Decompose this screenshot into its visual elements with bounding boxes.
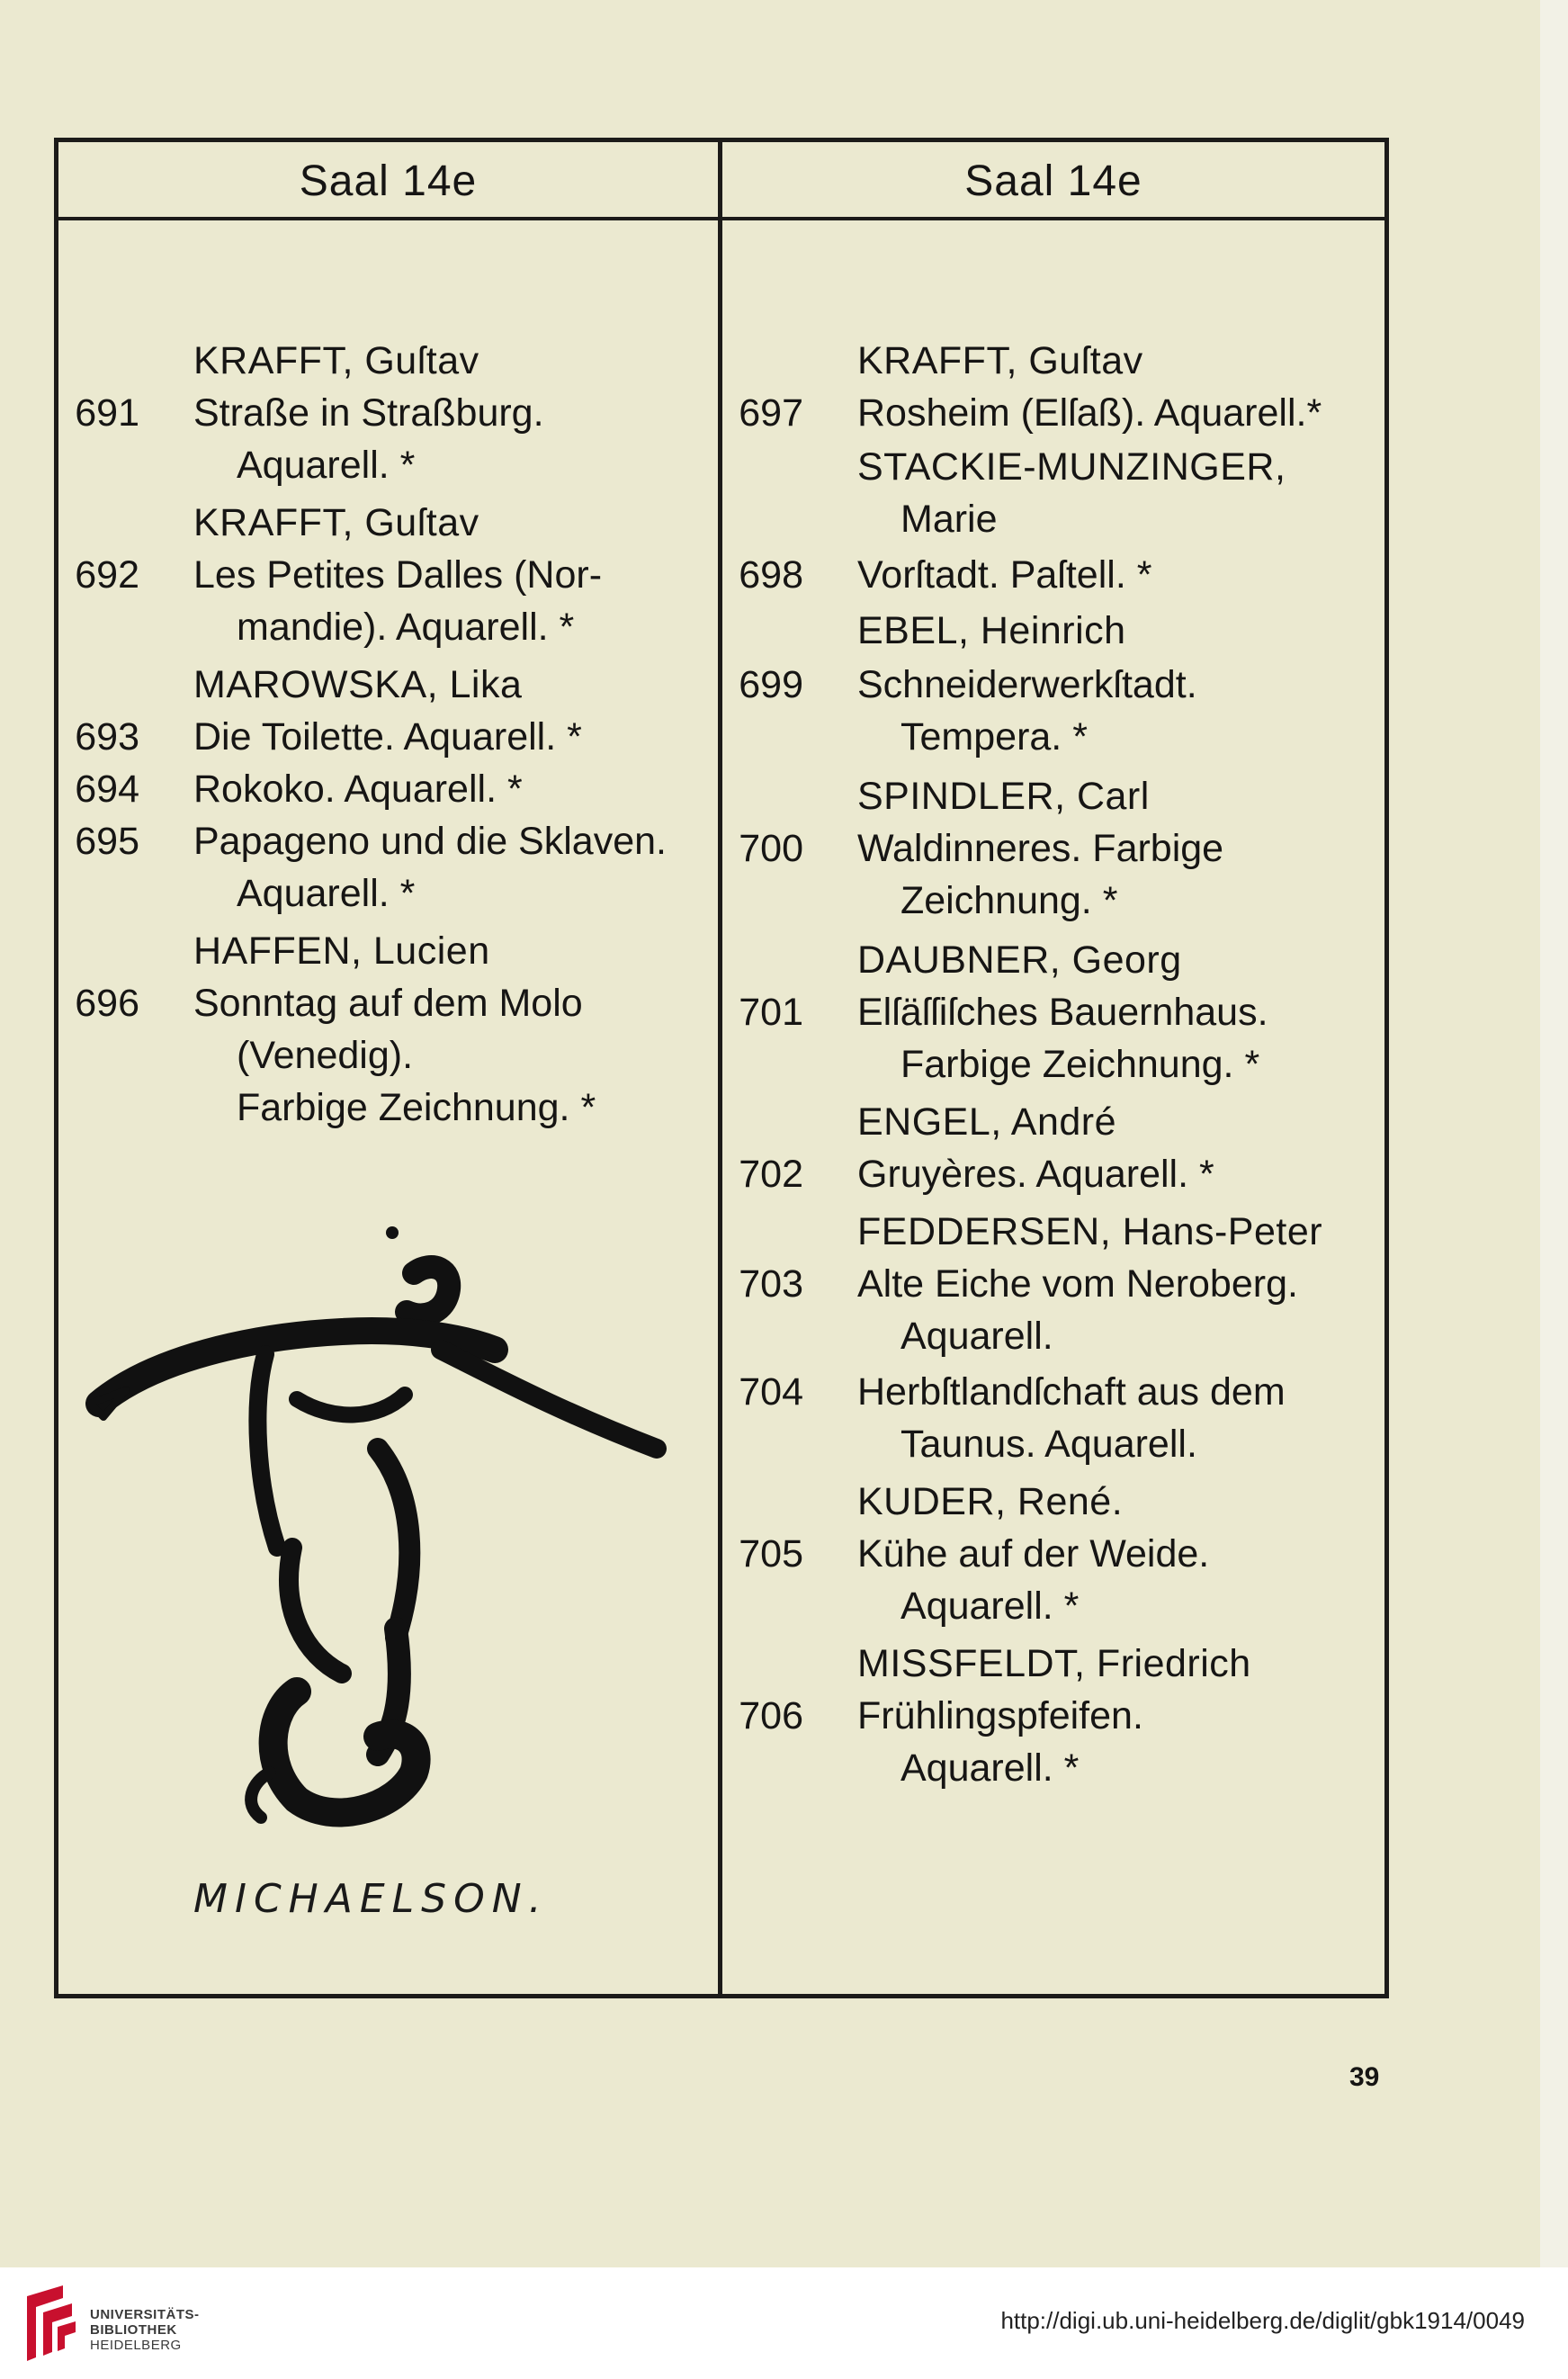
catalog-number: 694 (75, 768, 139, 811)
artwork-detail: Zeichnung. * (900, 879, 1118, 922)
artwork-detail: Aquarell. * (237, 872, 416, 915)
artwork-title: Die Toilette. Aquarell. * (193, 715, 582, 759)
catalog-number: 698 (739, 553, 803, 597)
artist-name: HAFFEN, Lucien (193, 929, 490, 973)
catalog-number: 692 (75, 553, 139, 597)
catalog-number: 705 (739, 1532, 803, 1576)
catalog-number: 704 (739, 1370, 803, 1414)
artist-name: KRAFFT, Guſtav (193, 339, 479, 382)
artist-name: ENGEL, André (857, 1100, 1117, 1144)
artwork-detail: Aquarell. * (900, 1746, 1080, 1790)
catalog-number: 702 (739, 1153, 803, 1196)
artwork-title: Rokoko. Aquarell. * (193, 768, 523, 811)
artwork-title: Elſäſſiſches Bauernhaus. (857, 991, 1268, 1034)
artwork-title: Gruyères. Aquarell. * (857, 1153, 1214, 1196)
artwork-title: Papageno und die Sklaven. (193, 820, 667, 863)
artwork-title: Herbſtlandſchaft aus dem (857, 1370, 1286, 1414)
artist-name: KUDER, René. (857, 1480, 1124, 1523)
artwork-title: Les Petites Dalles (Nor- (193, 553, 603, 597)
right-column (722, 142, 1384, 1994)
artist-name: STACKIE-MUNZINGER, (857, 445, 1286, 489)
catalog-number: 693 (75, 715, 139, 759)
catalog-number: 706 (739, 1694, 803, 1737)
catalog-number: 700 (739, 827, 803, 870)
artwork-title: Schneiderwerkſtadt. (857, 663, 1197, 706)
artwork-detail: Marie (900, 498, 998, 541)
left-column-header: Saal 14e (58, 142, 718, 220)
artist-name: MAROWSKA, Lika (193, 663, 523, 706)
artwork-title: Frühlingspfeifen. (857, 1694, 1143, 1737)
page-edge (1540, 0, 1568, 2267)
ink-figure-drawing (72, 1224, 702, 1935)
artwork-detail: Taunus. Aquarell. (900, 1423, 1197, 1466)
artist-signature: MICHAELSON. (193, 1876, 549, 1922)
artist-name: FEDDERSEN, Hans-Peter (857, 1210, 1323, 1253)
library-name-line: BIBLIOTHEK (90, 2322, 177, 2338)
artwork-title: Straße in Straßburg. (193, 391, 544, 435)
right-column-header: Saal 14e (722, 142, 1384, 220)
artwork-detail: Tempera. * (900, 715, 1088, 759)
artwork-title: Sonntag auf dem Molo (193, 982, 583, 1025)
library-name-line: UNIVERSITÄTS- (90, 2307, 200, 2322)
artwork-title: Kühe auf der Weide. (857, 1532, 1210, 1576)
catalog-number: 691 (75, 391, 139, 435)
library-logo-icon (16, 2280, 81, 2366)
page-number: 39 (1349, 2062, 1380, 2092)
artwork-title: Waldinneres. Farbige (857, 827, 1224, 870)
artwork-detail: Aquarell. * (237, 444, 416, 487)
artist-name: DAUBNER, Georg (857, 938, 1182, 982)
permalink-url[interactable]: http://digi.ub.uni-heidelberg.de/diglit/gbk1914/0049 (1000, 2307, 1525, 2334)
artist-name: SPINDLER, Carl (857, 775, 1150, 818)
artwork-detail: Farbige Zeichnung. * (237, 1086, 596, 1129)
catalog-number: 696 (75, 982, 139, 1025)
artist-name: KRAFFT, Guſtav (857, 339, 1143, 382)
artwork-title: Alte Eiche vom Neroberg. (857, 1262, 1298, 1306)
catalog-number: 699 (739, 663, 803, 706)
artist-name: MISSFELDT, Friedrich (857, 1642, 1251, 1685)
artwork-title: Rosheim (Elſaß). Aquarell.* (857, 391, 1322, 435)
library-footer (0, 2267, 1568, 2379)
artwork-detail: Farbige Zeichnung. * (900, 1043, 1260, 1086)
artist-name: EBEL, Heinrich (857, 609, 1126, 652)
catalog-number: 695 (75, 820, 139, 863)
catalog-number: 703 (739, 1262, 803, 1306)
artwork-detail: Aquarell. (900, 1315, 1053, 1358)
artwork-detail: mandie). Aquarell. * (237, 606, 575, 649)
artist-name: KRAFFT, Guſtav (193, 501, 479, 544)
catalog-number: 697 (739, 391, 803, 435)
artwork-detail: (Venedig). (237, 1034, 414, 1077)
catalog-number: 701 (739, 991, 803, 1034)
library-name (90, 2307, 200, 2353)
artwork-detail: Aquarell. * (900, 1585, 1080, 1628)
artwork-title: Vorſtadt. Paſtell. * (857, 553, 1152, 597)
library-name-line: HEIDELBERG (90, 2338, 182, 2353)
